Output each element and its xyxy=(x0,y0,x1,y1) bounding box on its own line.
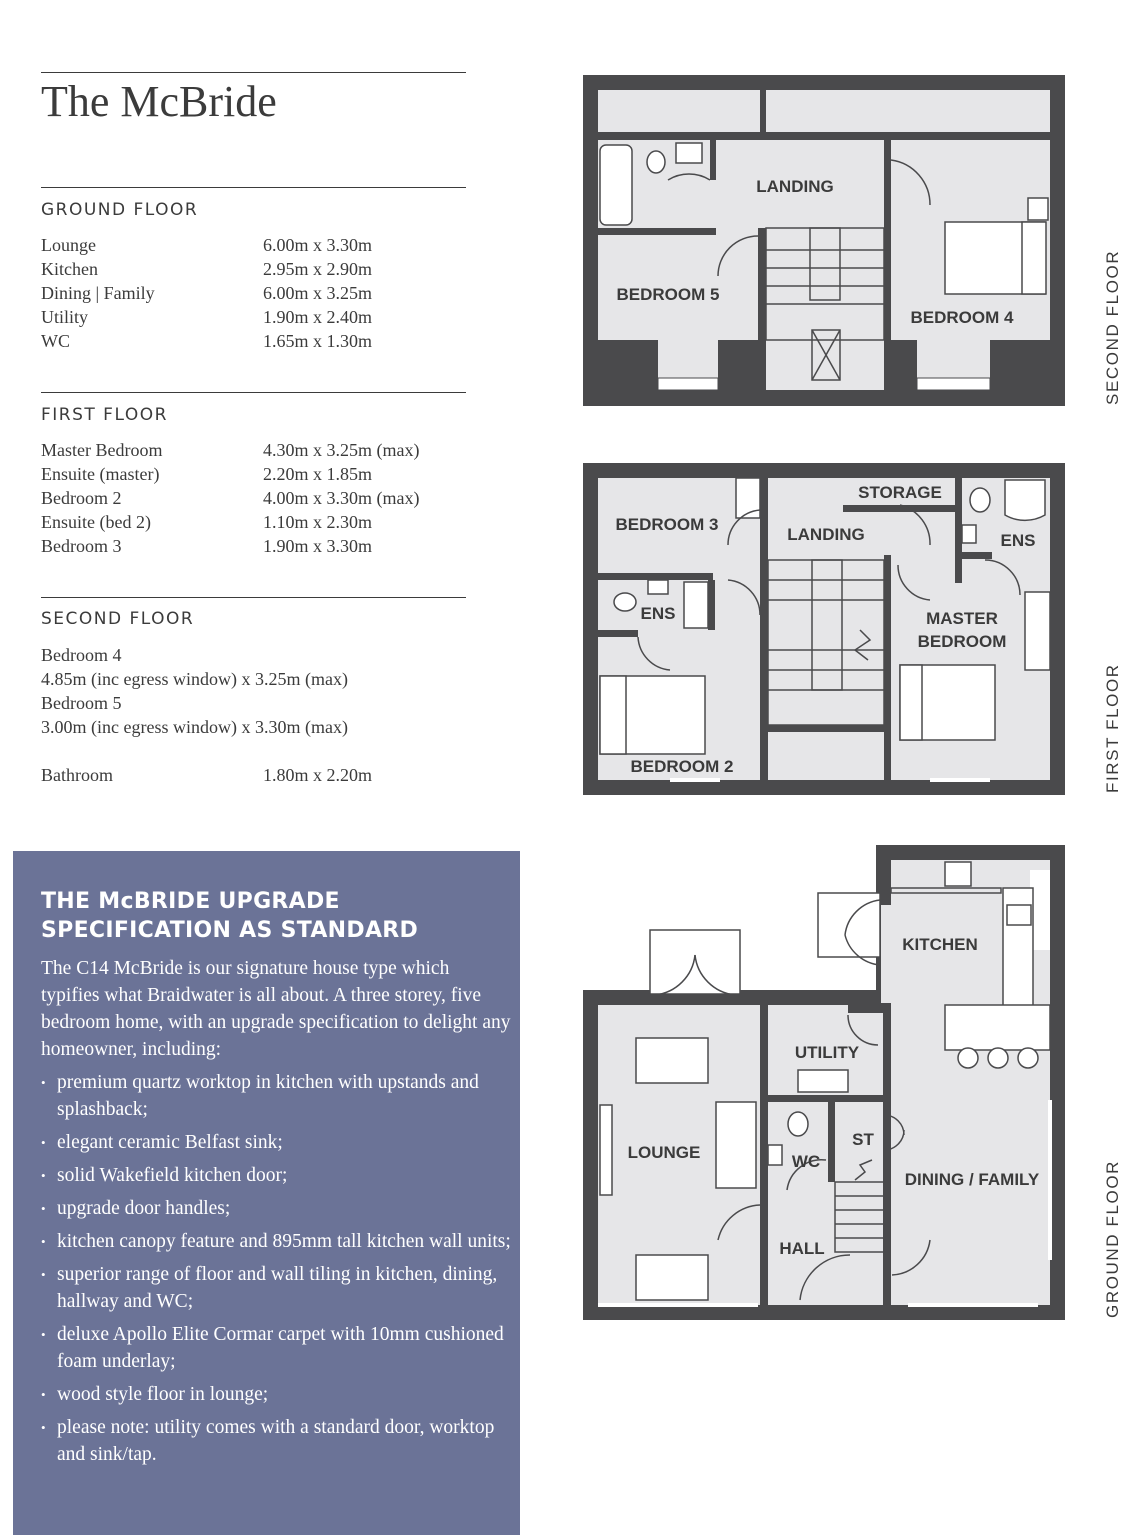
room-size: 4.30m x 3.25m (max) xyxy=(263,440,420,460)
list-item-text: elegant ceramic Belfast sink; xyxy=(57,1132,283,1153)
room-size: 4.00m x 3.30m (max) xyxy=(263,488,420,508)
wall xyxy=(891,340,917,390)
floor-label-second: SECOND FLOOR xyxy=(1103,249,1122,405)
wall xyxy=(598,132,1050,140)
room-name: Bedroom 3 xyxy=(41,536,122,556)
bullet-icon: • xyxy=(41,1135,46,1150)
wall xyxy=(708,580,715,630)
room-label-utility: UTILITY xyxy=(794,1043,860,1062)
room-label-storage: STORAGE xyxy=(858,483,942,502)
wall xyxy=(962,552,992,559)
room-name: Bedroom 2 xyxy=(41,488,122,508)
wall xyxy=(598,573,713,580)
room-size: 2.95m x 2.90m xyxy=(263,259,373,279)
room-size: 1.90m x 3.30m xyxy=(263,536,373,556)
wall xyxy=(598,630,638,637)
wall xyxy=(843,505,955,512)
wall xyxy=(990,340,1050,390)
bullet-icon: • xyxy=(41,1075,46,1090)
window xyxy=(670,778,720,782)
floor-label-ground: GROUND FLOOR xyxy=(1103,1159,1122,1318)
room-label-wc: WC xyxy=(791,1152,821,1171)
first-floor-heading: FIRST FLOOR xyxy=(41,405,168,425)
list-item-text: wood style floor in lounge; xyxy=(57,1384,269,1405)
list-item-text: superior range of floor and wall tiling in kitchen, dining, hallway and WC; xyxy=(57,1264,498,1312)
wall xyxy=(768,725,884,732)
room-label-master-line2: BEDROOM xyxy=(917,632,1007,651)
upgrade-title-line2: SPECIFICATION AS STANDARD xyxy=(41,918,419,943)
bullet-icon: • xyxy=(41,1267,46,1282)
wall xyxy=(848,1005,884,1013)
wall xyxy=(955,478,962,583)
upgrade-title-line1: THE McBRIDE UPGRADE xyxy=(41,889,340,914)
wall xyxy=(760,90,766,132)
room-label-bedroom2: BEDROOM 2 xyxy=(630,757,734,776)
bedroom5-name: Bedroom 5 xyxy=(41,693,122,713)
list-item-text: premium quartz worktop in kitchen with upstands and splashback; xyxy=(57,1072,479,1120)
first-floor-plan xyxy=(583,463,1065,795)
room-label-dining: DINING / FAMILY xyxy=(904,1170,1040,1189)
room-size: 1.90m x 2.40m xyxy=(263,307,373,327)
room-name: Bathroom xyxy=(41,765,113,785)
room-name: Ensuite (master) xyxy=(41,464,160,484)
ground-floor-plan xyxy=(583,845,1065,1320)
wall xyxy=(598,340,658,390)
room-size: 1.80m x 2.20m xyxy=(263,765,373,785)
bullet-icon: • xyxy=(41,1201,46,1216)
page-title: The McBride xyxy=(41,77,277,126)
bedroom5-size: 3.00m (inc egress window) x 3.30m (max) xyxy=(41,717,348,737)
room-name: Ensuite (bed 2) xyxy=(41,512,151,532)
window xyxy=(1048,1100,1052,1260)
wall xyxy=(598,228,716,235)
room-name: WC xyxy=(41,331,70,351)
room-label-master-line1: MASTER xyxy=(926,609,998,628)
bedroom4-size: 4.85m (inc egress window) x 3.25m (max) xyxy=(41,669,348,689)
window xyxy=(917,378,990,390)
room-label-ens-master: ENS xyxy=(1000,531,1036,550)
wall xyxy=(884,1102,891,1287)
list-item-text: kitchen canopy feature and 895mm tall kitchen wall units; xyxy=(57,1231,511,1252)
room-name: Kitchen xyxy=(41,259,98,279)
room-label-lounge: LOUNGE xyxy=(627,1143,701,1162)
window xyxy=(930,778,990,782)
room-label-hall: HALL xyxy=(779,1239,825,1258)
wall xyxy=(760,1005,768,1305)
room-label-bedroom4: BEDROOM 4 xyxy=(910,308,1014,327)
room-label-landing: LANDING xyxy=(787,525,865,544)
wall xyxy=(760,478,768,780)
room-size: 2.20m x 1.85m xyxy=(263,464,373,484)
wall xyxy=(768,1095,891,1102)
list-item-text: please note: utility comes with a standard door, worktop and sink/tap. xyxy=(57,1417,495,1465)
floor-area xyxy=(881,905,893,1003)
bedroom4-name: Bedroom 4 xyxy=(41,645,122,665)
room-name: Lounge xyxy=(41,235,96,255)
room-label-bedroom3: BEDROOM 3 xyxy=(615,515,719,534)
upgrade-intro: The C14 McBride is our signature house type which typifies what Braidwater is all about. A three storey, five bedroom home, with an upgrade specification to delight any homeowner, including: xyxy=(41,958,511,1060)
room-name: Dining | Family xyxy=(41,283,155,303)
wall xyxy=(884,555,891,780)
second-floor-plan xyxy=(583,75,1065,406)
list-item-text: solid Wakefield kitchen door; xyxy=(57,1165,288,1186)
second-floor-heading: SECOND FLOOR xyxy=(41,609,195,629)
wall xyxy=(884,140,891,390)
room-size: 6.00m x 3.30m xyxy=(263,235,373,255)
room-size: 6.00m x 3.25m xyxy=(263,283,373,303)
floor-label-first: FIRST FLOOR xyxy=(1103,663,1122,793)
room-label-landing: LANDING xyxy=(756,177,834,196)
bullet-icon: • xyxy=(41,1168,46,1183)
ground-floor-heading: GROUND FLOOR xyxy=(41,200,199,220)
wall xyxy=(718,340,758,390)
room-label-kitchen: KITCHEN xyxy=(902,935,978,954)
room-label-bedroom5: BEDROOM 5 xyxy=(616,285,720,304)
room-name: Utility xyxy=(41,307,89,327)
wall xyxy=(828,1102,835,1182)
window xyxy=(908,1303,1038,1307)
patio-doors xyxy=(650,930,740,994)
room-size: 1.10m x 2.30m xyxy=(263,512,373,532)
list-item-text: deluxe Apollo Elite Cormar carpet with 10mm cushioned foam underlay; xyxy=(57,1324,504,1372)
wall xyxy=(758,228,766,390)
room-name: Master Bedroom xyxy=(41,440,163,460)
list-item-text: upgrade door handles; xyxy=(57,1198,231,1219)
bullet-icon: • xyxy=(41,1420,46,1435)
bullet-icon: • xyxy=(41,1387,46,1402)
room-size: 1.65m x 1.30m xyxy=(263,331,373,351)
room-label-ens-bed2: ENS xyxy=(640,604,676,623)
wall xyxy=(710,140,716,180)
room-label-st: ST xyxy=(852,1130,874,1149)
bullet-icon: • xyxy=(41,1327,46,1342)
window xyxy=(658,378,718,390)
bullet-icon: • xyxy=(41,1234,46,1249)
window xyxy=(598,1303,758,1307)
